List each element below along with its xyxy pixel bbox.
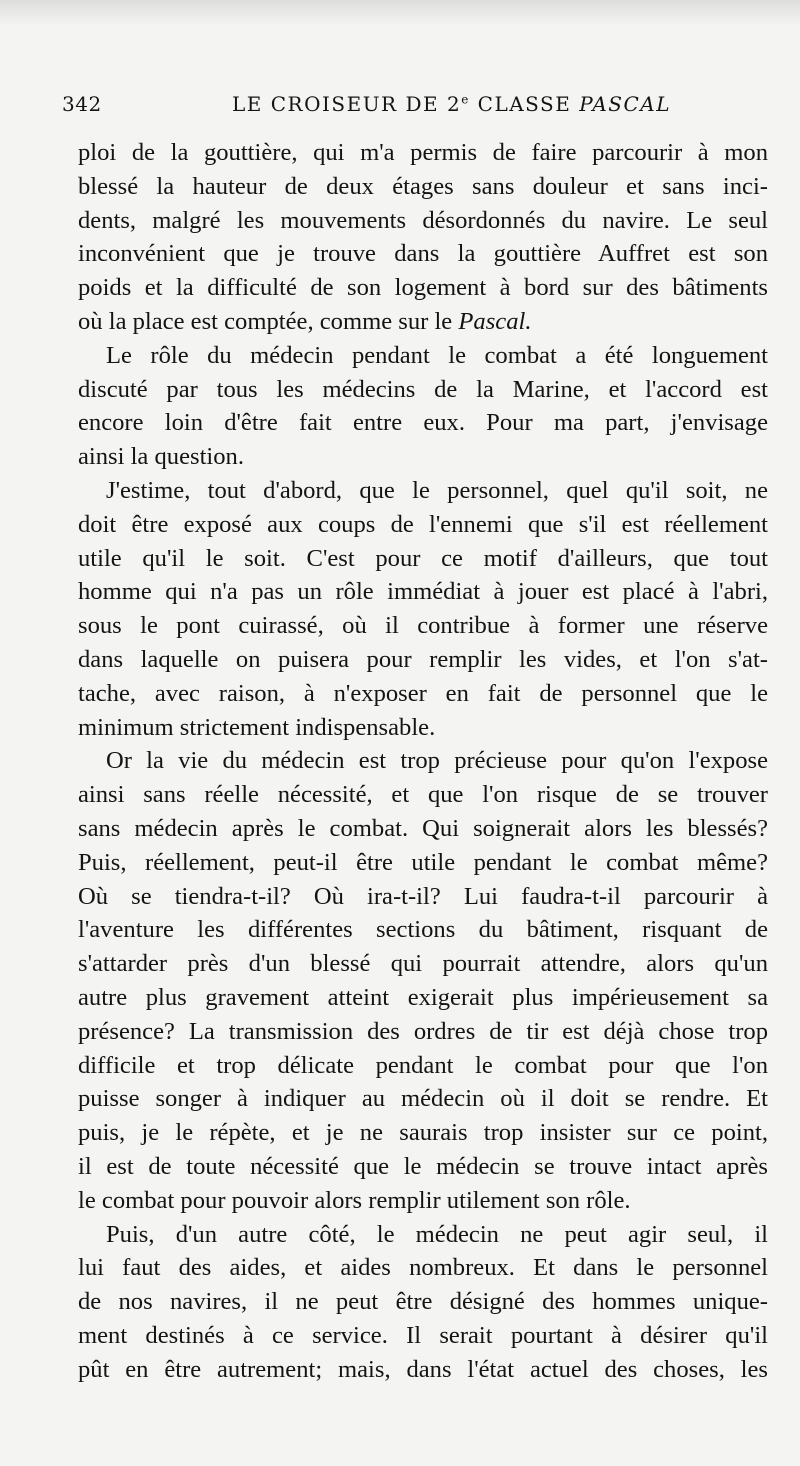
text-line: discuté par tous les médecins de la Marine, et l'accord est: [78, 375, 768, 403]
scan-edge-shadow: [0, 0, 800, 26]
text-line: blessé la hauteur de deux étages sans douleur et sans inci-: [78, 172, 768, 200]
text-line: inconvénient que je trouve dans la gouttière Auffret est son: [78, 240, 768, 268]
text-line: utile qu'il le soit. C'est pour ce motif d'ailleurs, que tout: [78, 544, 768, 572]
text-line: doit être exposé aux coups de l'ennemi que s'il est réellement: [78, 510, 768, 538]
text-line: puisse songer à indiquer au médecin où il doit se rendre. Et: [78, 1085, 768, 1113]
ship-name-italic: Pascal.: [458, 307, 532, 335]
text-line: dans laquelle on puisera pour remplir les vides, et l'on s'at-: [78, 645, 768, 673]
text-line: présence? La transmission des ordres de tir est déjà chose trop: [78, 1017, 768, 1045]
text-line: ainsi la question.: [78, 443, 244, 471]
text-line: poids et la difficulté de son logement à bord sur des bâtiments: [78, 274, 768, 302]
text-line: Or la vie du médecin est trop précieuse pour qu'on l'expose: [106, 747, 768, 775]
text-line: encore loin d'être fait entre eux. Pour ma part, j'envisage: [78, 409, 768, 437]
text-line: lui faut des aides, et aides nombreux. Et dans le personnel: [78, 1254, 768, 1282]
text-line-start: où la place est comptée, comme sur le: [78, 307, 453, 335]
page-number: 342: [62, 92, 102, 116]
text-line: Où se tiendra-t-il? Où ira-t-il? Lui faudra-t-il parcourir à: [78, 882, 768, 910]
text-line: ploi de la gouttière, qui m'a permis de faire parcourir à mon: [78, 139, 768, 166]
text-line: ainsi sans réelle nécessité, et que l'on risque de se trouver: [78, 781, 768, 809]
text-line: Puis, réellement, peut-il être utile pendant le combat même?: [78, 848, 768, 876]
running-title: [232, 92, 671, 116]
text-line: sans médecin après le combat. Qui soignerait alors les blessés?: [78, 814, 768, 842]
text-line: Puis, d'un autre côté, le médecin ne peut agir seul, il: [106, 1220, 768, 1248]
text-line: de nos navires, il ne peut être désigné des hommes unique-: [78, 1288, 768, 1316]
text-line: difficile et trop délicate pendant le combat pour que l'on: [78, 1051, 768, 1079]
running-title-superscript: e: [461, 92, 470, 107]
running-title-prefix: LE CROISEUR DE 2: [232, 92, 462, 116]
text-line: tache, avec raison, à n'exposer en fait de personnel que le: [78, 679, 768, 707]
text-line: pût en être autrement; mais, dans l'état actuel des choses, les: [78, 1355, 768, 1383]
text-line: dents, malgré les mouvements désordonnés du navire. Le seul: [78, 206, 768, 234]
text-line: sous le pont cuirassé, où il contribue à former une réserve: [78, 612, 768, 640]
text-line: [78, 305, 768, 339]
text-line: autre plus gravement atteint exigerait plus impérieusement sa: [78, 983, 768, 1011]
text-line: homme qui n'a pas un rôle immédiat à jouer est placé à l'abri,: [78, 578, 768, 606]
running-title-middle: CLASSE: [469, 92, 580, 116]
running-title-ship: PASCAL: [579, 92, 671, 116]
text-line: minimum strictement indispensable.: [78, 713, 436, 741]
body-text: [78, 136, 768, 1386]
text-line: Le rôle du médecin pendant le combat a été longuement: [106, 341, 768, 369]
text-line: l'aventure les différentes sections du bâtiment, risquant de: [78, 916, 768, 944]
text-line: le combat pour pouvoir alors remplir utilement son rôle.: [78, 1186, 631, 1214]
text-line: il est de toute nécessité que le médecin se trouve intact après: [78, 1152, 768, 1180]
text-line: ment destinés à ce service. Il serait pourtant à désirer qu'il: [78, 1321, 768, 1349]
text-line: s'attarder près d'un blessé qui pourrait attendre, alors qu'un: [78, 950, 768, 978]
text-line: puis, je le répète, et je ne saurais trop insister sur ce point,: [78, 1119, 768, 1147]
running-header: [62, 92, 762, 122]
text-line: J'estime, tout d'abord, que le personnel, quel qu'il soit, ne: [106, 476, 768, 504]
